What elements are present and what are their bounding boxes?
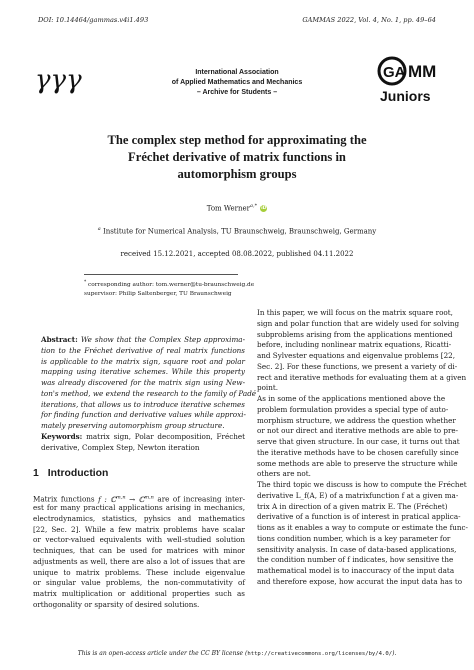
author-marks: a,* [250,203,258,209]
title-line-2: Fréchet derivative of matrix functions in [128,150,346,164]
affiliation-mark: a [97,226,101,232]
section-heading [33,469,245,482]
author-name: Tom Werner [206,204,250,213]
body-line: problem formulation provides a special type of auto- [257,404,449,414]
intro-line: Matrix functions f : ℂ$^{m,n}$ → ℂ$^{m,n}$ are of increasing inter- [33,494,246,504]
gamm-juniors-logo [374,55,440,107]
intro-right-paragraph-1 [257,308,467,394]
association-block [150,68,324,98]
svg-text:MM: MM [408,62,437,81]
body-line: tions as it enables a way to compute or estimate the func- [257,523,468,532]
body-line: In this paper, we will focus on the matrix square root, [257,308,453,317]
intro-line: orthogonality or sparsity of desired solutions. [33,599,200,609]
orcid-icon[interactable]: iD [261,205,267,211]
title-line-3: automorphism groups [177,167,297,181]
affiliation-text: Institute for Numerical Analysis, TU Braunschweig, Braunschweig, Germany [102,227,377,236]
svg-text:γγγ: γγγ [35,65,82,95]
intro-right-paragraph-3 [257,480,468,588]
intro-line: or singular value problems, the non-commutativity of [33,578,245,588]
right-column [257,308,468,588]
body-line: rect and iterative methods for evaluating them at a given [257,372,467,382]
corresponding-footnote [84,280,254,288]
body-line: tions condition number, which is a key parameter for [257,533,451,543]
doi-header: DOI: 10.14464/gammas.v4i1.493 [38,16,149,24]
body-line: The third topic we discuss is how to compute the Fréchet [257,480,467,489]
abstract-line: ton's method, we extend the research to the family of Padé [41,388,257,398]
body-line: serve that given structure. In our case, it turns out that [257,437,460,446]
abstract-line: Abstract: We show that the Complex Step approxima- [41,335,245,344]
keywords-line: Keywords: matrix sign, Polar decomposition, Fréchet [41,431,245,441]
paper-title [60,132,414,183]
section-title: Introduction [47,468,109,480]
abstract-line: mately preserving automorphism group structure. [41,421,225,430]
abstract-label: Abstract: [41,335,78,344]
intro-left-paragraph [33,492,245,610]
body-line: mathematical model is to inaccuracy of the input data [257,566,455,575]
intro-line: adjustments as well, there are also a lot of issues that are [33,556,245,566]
svg-text:GA: GA [383,64,406,81]
abstract-line: tion to the Fréchet derivative of real matrix functions [41,345,245,355]
intro-line: techniques, that can be used for matrices with minor [33,546,245,555]
body-line: and therefore expose, how accurat the input data has to [257,576,463,586]
body-line: subproblems arising from the applications mentioned [257,329,453,339]
body-line: trix A in direction of a given matrix E. The (Fréchet) [257,501,448,511]
body-line: the iterative methods have to be chosen carefully since [257,447,459,457]
keywords-line: derivative, Complex Step, Newton iteration [41,442,200,452]
body-line: or not our direct and iterative methods are able to pre- [257,426,459,436]
license-prefix: This is an open-access article under the CC BY license ( [77,650,248,657]
supervisor-footnote: supervisor: Philip Saltenberger, TU Braunschweig [84,291,232,297]
abstract-line: mapping using iterative schemes. While this property [41,367,245,377]
abstract-line: is applicable to the matrix sign, square root and polar [41,356,245,366]
body-line: before, including nonlinear matrix equations, Ricatti- [257,340,452,350]
section-number: 1 [33,468,39,480]
left-column [33,335,257,611]
body-line: derivative L_f(A, E) of a matrixfunction f at a given ma- [257,490,459,500]
license-link[interactable]: http://creativecommons.org/licenses/by/4.0/ [247,651,393,657]
intro-line: [22, Sec. 2]. While a few matrix problems have scalar [33,524,245,534]
keywords-label: Keywords: [41,431,83,441]
abstract-line: was already discovered for the matrix sign using New- [41,378,245,387]
svg-text:Juniors: Juniors [380,88,431,104]
corresponding-mark: * [84,280,87,285]
footnote-rule [84,274,238,275]
body-line: derivative of a function is of interest in pratical applica- [257,512,461,522]
body-line: others are not. [257,469,311,479]
license-footer [0,650,474,657]
association-line-2: of Applied Mathematics and Mechanics [171,79,303,86]
association-line-1: International Association [195,69,279,76]
abstract-line: iterations, that allows us to introduce iterative schemes [41,399,245,409]
abstract-line: for finding function and derivative values while approxi- [41,410,246,420]
intro-right-paragraph-2 [257,394,460,480]
body-line: the condition number of f indicates, how sensitive the [257,555,454,565]
intro-line: matrix multiplication or additional properties such as [33,589,245,598]
body-line: Sec. 2]. For these functions, we present a variety of di- [257,361,458,371]
body-line: point. [257,383,279,393]
intro-line: unique to matrix problems. These include eigenvalue [33,567,245,577]
corresponding-text: corresponding author: tom.werner@tu-braunschweig.de [88,281,255,288]
publication-dates: received 15.12.2021, accepted 08.08.2022, published 04.11.2022 [120,250,354,258]
intro-line: or vector-valued equivalents with well-studied solution [33,535,245,545]
iamm-logo [34,58,82,98]
license-suffix: ). [392,650,397,657]
body-line: morphism structure, we address the question whether [257,415,456,425]
body-line: As in some of the applications mentioned above the [257,394,446,403]
intro-line: electrodynamics, statistics, pyhsics and mathematics [33,513,245,523]
body-line: some methods are able to preserve the structure while [257,458,458,468]
author-line [0,203,474,212]
title-line-1: The complex step method for approximating the [107,133,367,147]
body-line: and Sylvester equations and eigenvalue problems [22, [257,351,456,360]
body-line: sensitivity analysis. In case of data-based applications, [257,544,457,554]
abstract [33,335,257,453]
affiliation [0,226,474,235]
body-line: sign and polar function that are widely used for solving [257,318,460,328]
association-line-3: – Archive for Students – [196,89,278,96]
intro-line: est for many practical applications arising in mechanics, [33,503,245,512]
journal-header: GAMMAS 2022, Vol. 4, No. 1, pp. 49–64 [302,16,436,24]
math-expression: f : ℂ$^{m,n}$ → ℂ$^{m,n}$ [98,494,154,504]
